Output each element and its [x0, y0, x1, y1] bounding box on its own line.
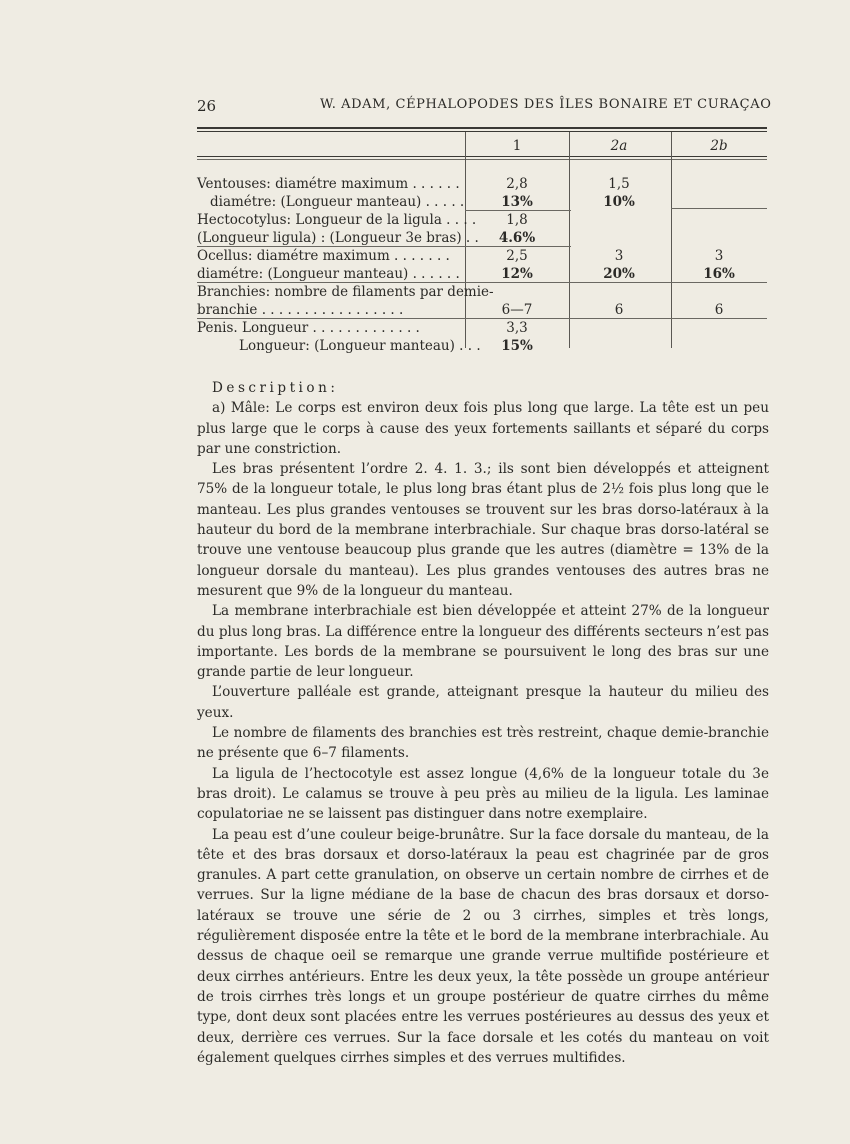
row-label-ocellus-1: Ocellus: diamétre maximum . . . . . . . [197, 248, 450, 264]
column-header-2a: 2a [610, 138, 628, 154]
cell-ocellus-2b-a: 3 [714, 248, 724, 264]
row-rule [671, 208, 767, 209]
description-body [197, 378, 769, 1068]
row-label-branchies-2: branchie . . . . . . . . . . . . . . . . . [197, 302, 404, 318]
header-rule-thin [197, 159, 767, 160]
cell-branchies-2b: 6 [714, 302, 724, 318]
cell-ocellus-1a: 2,5 [506, 248, 528, 264]
row-rule [465, 210, 571, 211]
cell-ocellus-2a-b: 20% [603, 266, 635, 282]
cell-penis-1b: 15% [501, 338, 533, 354]
header-rule [197, 156, 767, 157]
row-label-ocellus-2: diamétre: (Longueur manteau) . . . . . . [197, 266, 460, 282]
paragraph-male: a) Mâle: Le corps est environ deux fois plus long que large. La tête est un peu plus large que le corps à cause des yeux fortements saillants et séparé du corps par une constriction. [197, 400, 769, 457]
cell-ocellus-1b: 12% [501, 266, 533, 282]
row-rule [197, 282, 767, 283]
row-label-hectocotylus-2: (Longueur ligula) : (Longueur 3e bras) . . [197, 230, 479, 246]
row-label-ventouses-2: diamétre: (Longueur manteau) . . . . . [210, 194, 465, 210]
cell-ventouses-2a-b: 10% [603, 194, 635, 210]
paragraph-membrane: La membrane interbrachiale est bien développée et atteint 27% de la longueur du plus long bras. La différence entre la longueur des différents secteurs n’est pas importante. Les bords de la membrane se poursuivent le long des bras sur une grande partie de leur longueur. [197, 603, 769, 681]
row-rule [197, 318, 767, 319]
row-label-penis-1: Penis. Longueur . . . . . . . . . . . . . [197, 320, 420, 336]
paragraph-ligula: La ligula de l’hectocotyle est assez longue (4,6% de la longueur totale du 3e bras droit). Le calamus se trouve à peu près au milieu de la ligula. Les laminae copulatoriae ne se laissent pas distinguer dans notre exemplaire. [197, 765, 769, 823]
paragraph-ouverture: L’ouverture palléale est grande, atteignant presque la hauteur du milieu des yeux. [197, 684, 769, 721]
row-label-branchies-1: Branchies: nombre de filaments par demie- [197, 284, 494, 300]
cell-branchies-1: 6—7 [501, 302, 533, 318]
cell-ocellus-2b-b: 16% [703, 266, 735, 282]
cell-penis-1a: 3,3 [506, 320, 528, 336]
measurements-table [197, 128, 767, 354]
row-label-penis-2: Longueur: (Longueur manteau) . . . [239, 338, 481, 354]
description-heading: Description: [212, 380, 339, 396]
cell-ventouses-2a-a: 1,5 [608, 176, 630, 192]
paragraph-bras: Les bras présentent l’ordre 2. 4. 1. 3.; ils sont bien développés et atteignent 75% de la longueur totale, le plus long bras étant plus de 2½ fois plus long que le manteau. Les plus grandes ventouses se trouvent sur les bras dorso-latéraux à la hauteur du bord de la membrane interbrachiale. Sur chaque bras dorso-latéral se trouve une ventouse beaucoup plus grande que les autres (diamètre = 13% de la longueur dorsale du manteau). Les plus grandes ventouses des autres bras ne mesurent que 9% de la longueur du manteau. [197, 461, 769, 599]
page-number: 26 [197, 97, 217, 115]
row-label-hectocotylus-1: Hectocotylus: Longueur de la ligula . . . . [197, 212, 477, 228]
paragraph-branchies: Le nombre de filaments des branchies est très restreint, chaque demie-branchie ne présente que 6–7 filaments. [197, 725, 769, 762]
row-rule [197, 246, 571, 247]
cell-hectocotylus-1a: 1,8 [506, 212, 528, 228]
cell-ventouses-1b: 13% [501, 194, 533, 210]
cell-branchies-2a: 6 [614, 302, 624, 318]
column-header-1: 1 [512, 138, 522, 154]
cell-ocellus-2a-a: 3 [614, 248, 624, 264]
cell-ventouses-1a: 2,8 [506, 176, 528, 192]
column-header-2b: 2b [710, 138, 728, 154]
cell-hectocotylus-1b: 4.6% [498, 230, 536, 246]
paragraph-peau: La peau est d’une couleur beige-brunâtre. Sur la face dorsale du manteau, de la tête et des bras dorsaux et dorso-latéraux la peau est chagrinée par de gros granules. A part cette granulation, on observe un certain nombre de cirrhes et de verrues. Sur la ligne médiane de la base de chacun des bras dorsaux et dorso-latéraux se trouve une série de 2 ou 3 cirrhes, simples et très longs, régulièrement disposée entre la tête et le bord de la membrane interbrachiale. Au dessus de chaque oeil se remarque une grande verrue multifide postérieure et deux cirrhes antérieurs. Entre les deux yeux, la tête possède un groupe antérieur de trois cirrhes très longs et un groupe postérieur de quatre cirrhes du même type, dont deux sont placées entre les verrues postérieures au dessus des yeux et deux, derrière ces verrues. Sur la face dorsale et les cotés du manteau on voit également quelques cirrhes simples et des verrues multifides. [197, 826, 769, 1066]
running-title: W. ADAM, CÉPHALOPODES DES ÎLES BONAIRE ET CURAÇAO [320, 97, 772, 112]
row-label-ventouses-1: Ventouses: diamétre maximum . . . . . . [197, 176, 460, 192]
